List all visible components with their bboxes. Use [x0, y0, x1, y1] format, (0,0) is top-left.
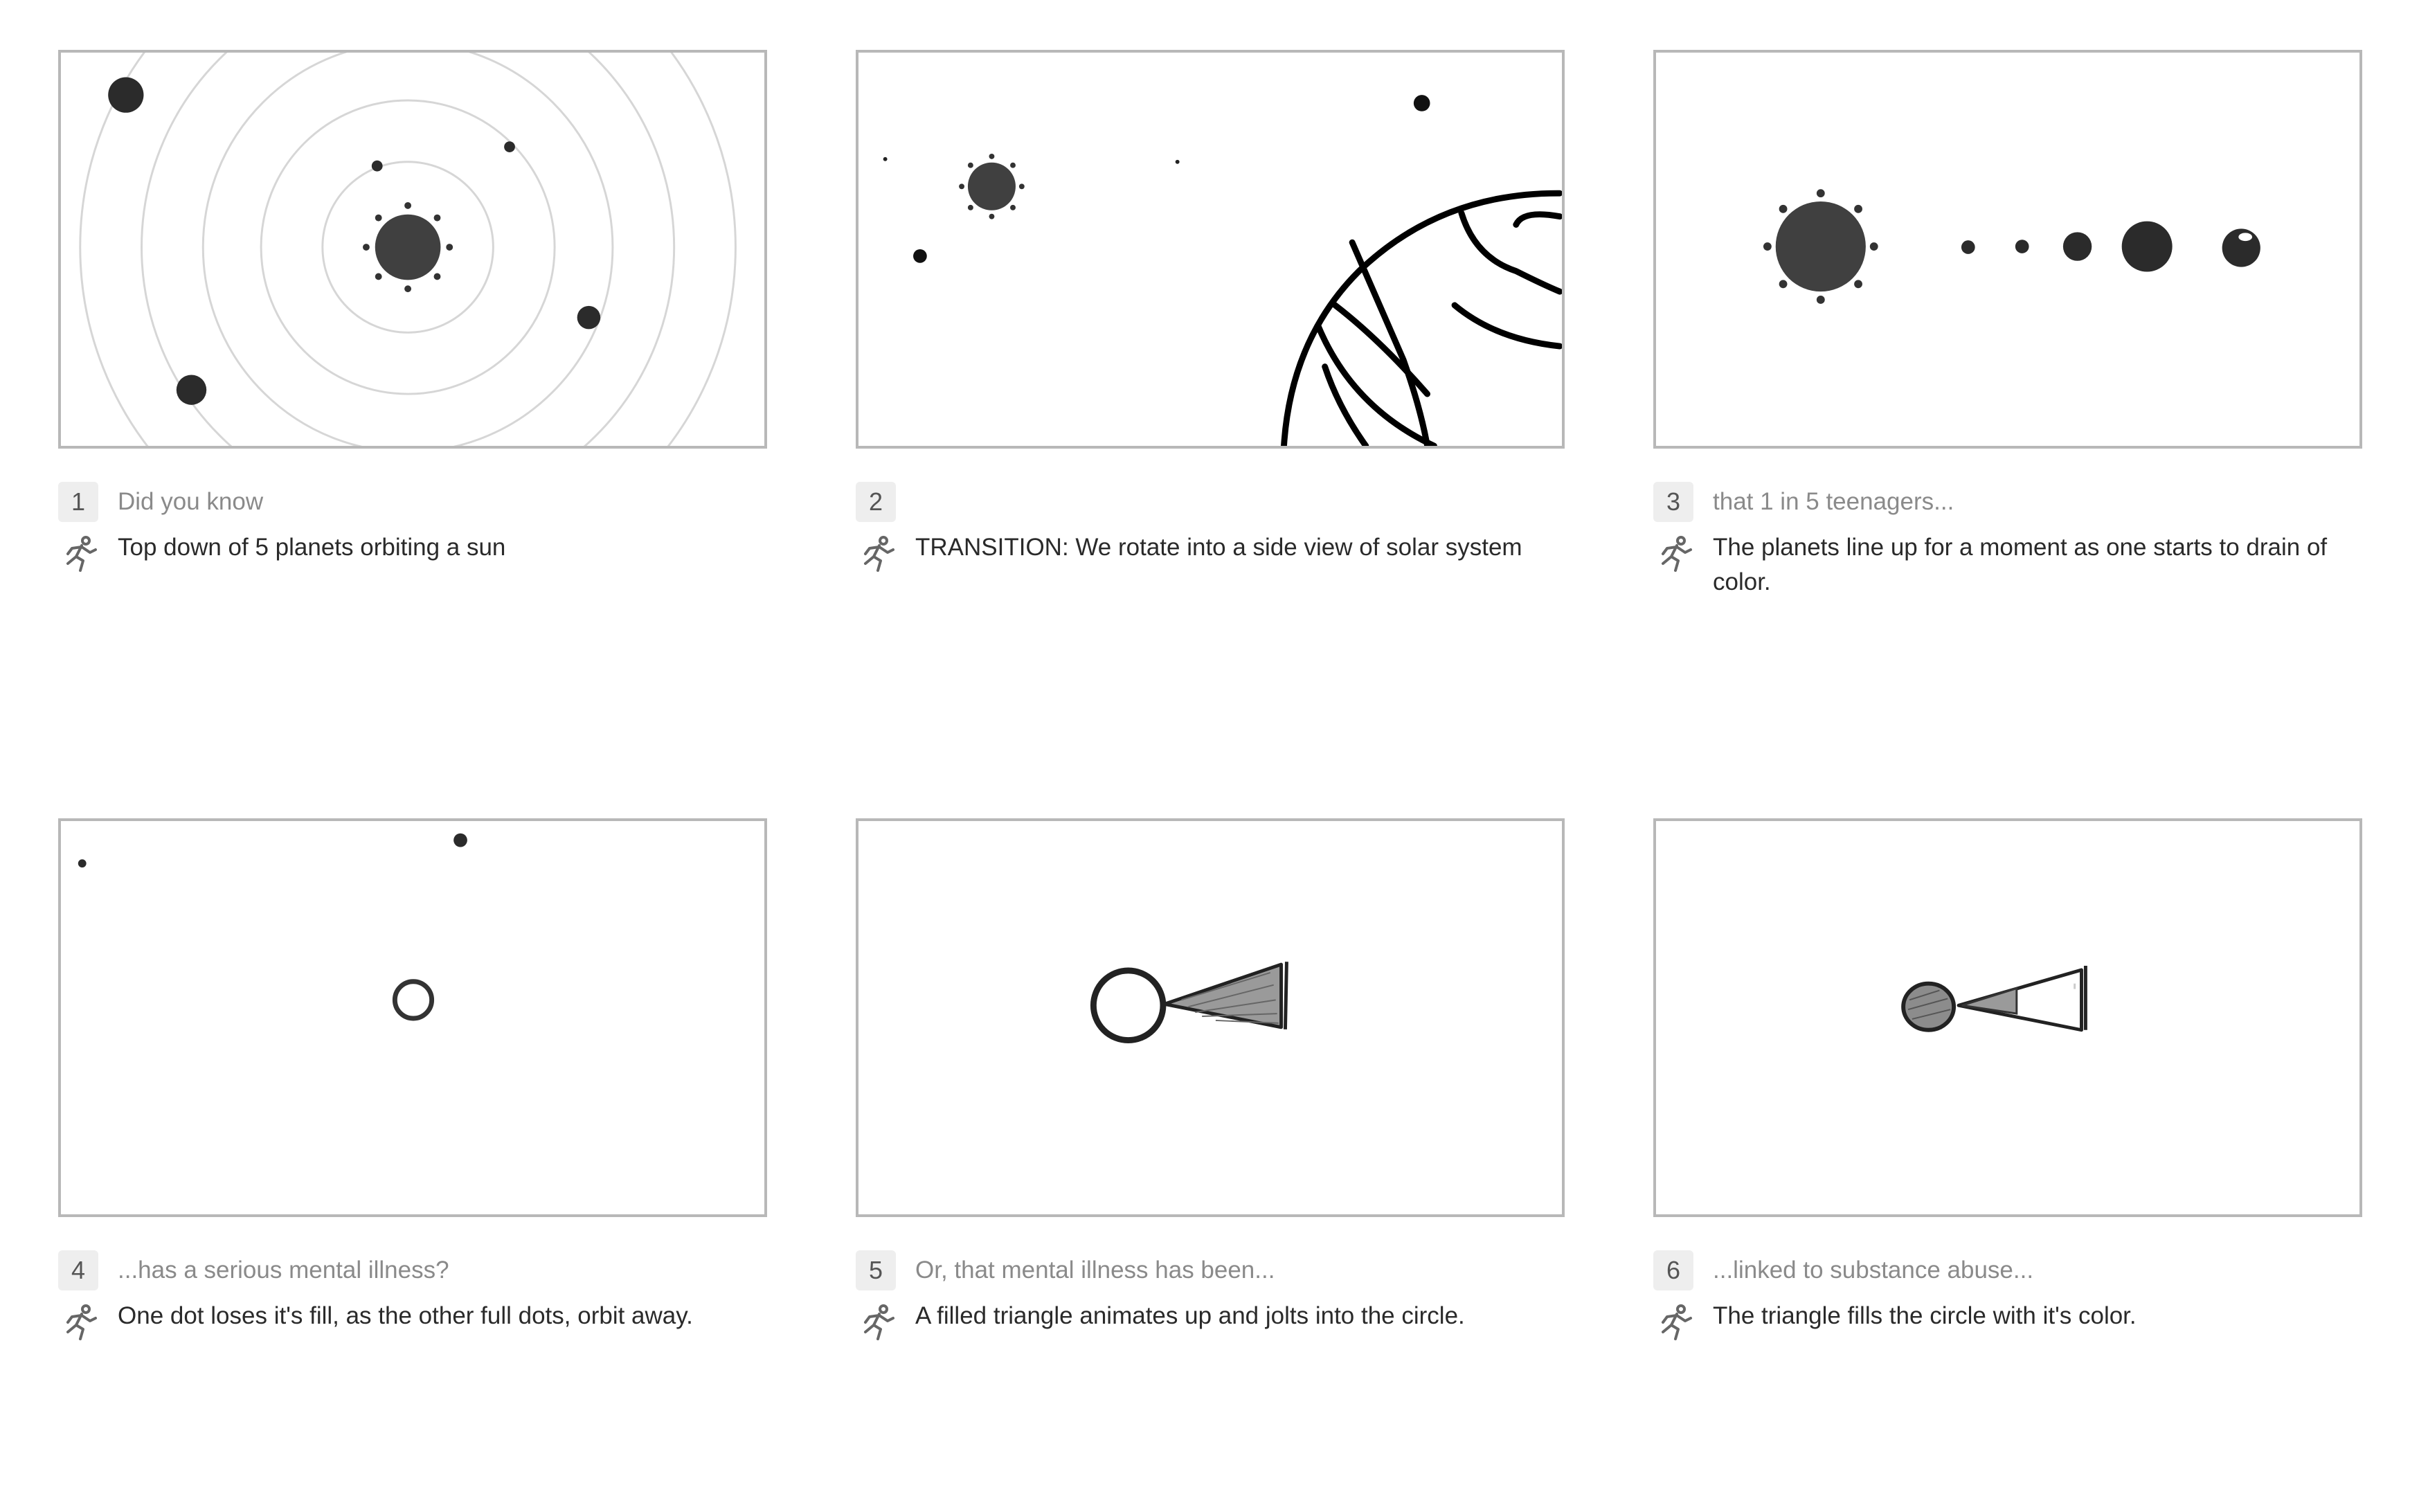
panel-dialog: Did you know [118, 488, 264, 515]
panel-action: Top down of 5 planets orbiting a sun [118, 534, 506, 561]
running-figure-icon [1656, 534, 1695, 573]
panel-action: The planets line up for a moment as one starts to drain of color. [1713, 534, 2328, 595]
panel-action: One dot loses it's fill, as the other full dots, orbit away. [118, 1302, 693, 1329]
panel-action: TRANSITION: We rotate into a side view of solar system [915, 534, 1522, 561]
panel-dialog: ...has a serious mental illness? [118, 1257, 449, 1284]
running-figure-icon [1656, 1303, 1695, 1342]
running-figure-icon [858, 534, 897, 573]
panel-action: A filled triangle animates up and jolts into the circle. [915, 1302, 1465, 1329]
panel-number: 3 [1653, 482, 1693, 522]
running-figure-icon [61, 1303, 100, 1342]
solar-system-top-down-sketch [61, 53, 764, 446]
running-figure-icon [858, 1303, 897, 1342]
empty-circle-sketch [61, 821, 764, 1214]
panel-2-frame [856, 50, 1565, 449]
panel-action: The triangle fills the circle with it's color. [1713, 1302, 2137, 1329]
panel-number: 1 [58, 482, 98, 522]
panel-1-frame [58, 50, 767, 449]
panel-number: 5 [856, 1250, 896, 1290]
panel-3-frame [1653, 50, 2362, 449]
running-figure-icon [61, 534, 100, 573]
panel-6-frame [1653, 818, 2362, 1217]
circle-filled-by-triangle-sketch [1656, 821, 2359, 1214]
panel-dialog: that 1 in 5 teenagers... [1713, 488, 1954, 515]
planets-lined-up-sketch [1656, 53, 2359, 446]
panel-number: 6 [1653, 1250, 1693, 1290]
panel-number: 2 [856, 482, 896, 522]
panel-dialog: ...linked to substance abuse... [1713, 1257, 2034, 1284]
triangle-into-circle-sketch [858, 821, 1562, 1214]
panel-4-frame [58, 818, 767, 1217]
panel-5-frame [856, 818, 1565, 1217]
solar-system-side-view-sketch [858, 53, 1562, 446]
panel-dialog: Or, that mental illness has been... [915, 1257, 1275, 1284]
panel-number: 4 [58, 1250, 98, 1290]
